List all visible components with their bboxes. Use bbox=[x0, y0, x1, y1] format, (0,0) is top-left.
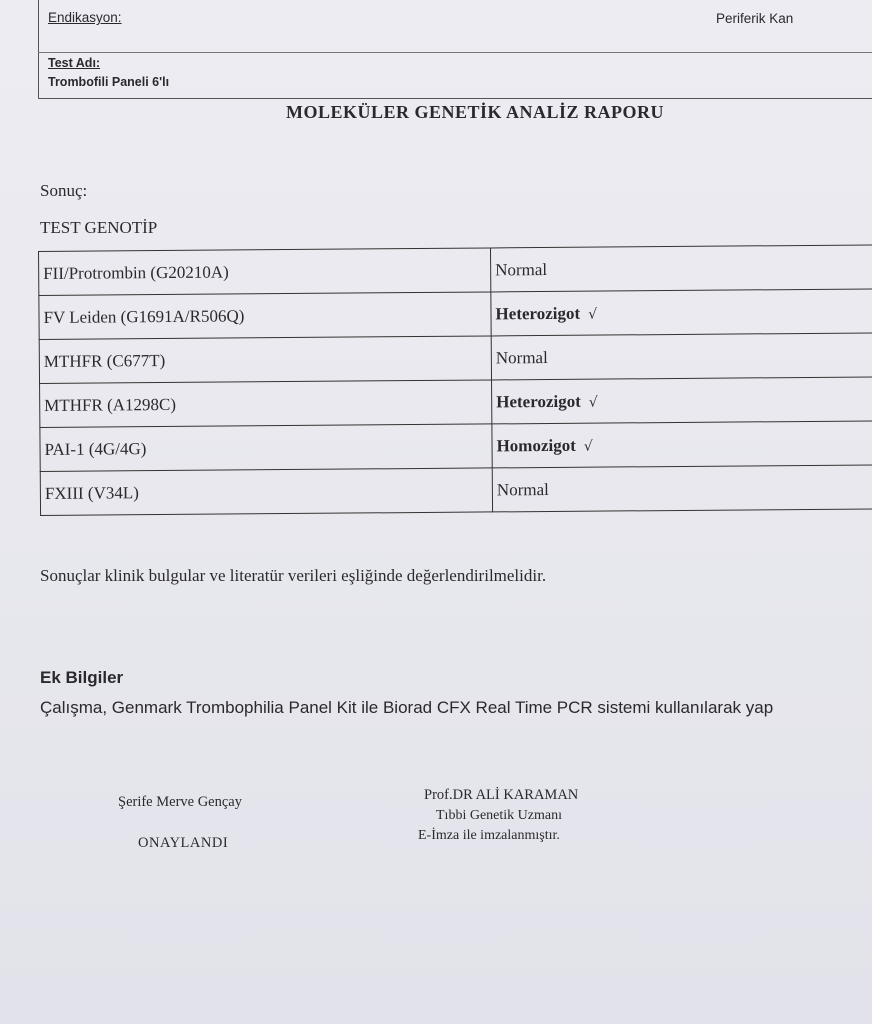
table-row bbox=[39, 245, 872, 296]
results-note: Sonuçlar klinik bulgular ve literatür verileri eşliğinde değerlendirilmelidir. bbox=[40, 566, 547, 585]
table-header: TEST GENOTİP bbox=[40, 218, 158, 237]
test-adi-label: Test Adı: bbox=[48, 56, 101, 70]
genotype-table bbox=[38, 244, 872, 516]
table-row bbox=[39, 289, 872, 340]
table-row bbox=[40, 377, 872, 428]
test-name-cell: MTHFR (A1298C) bbox=[40, 380, 492, 428]
genotype-cell bbox=[491, 289, 872, 336]
test-name-cell: FV Leiden (G1691A/R506Q) bbox=[39, 292, 491, 340]
genotype-value: Homozigot bbox=[496, 435, 576, 455]
right-signer-name: Prof.DR ALİ KARAMAN bbox=[424, 787, 579, 803]
ek-bilgiler-label: Ek Bilgiler bbox=[40, 668, 124, 687]
left-signer-name: Şerife Merve Gençay bbox=[118, 794, 242, 810]
table-row bbox=[40, 421, 872, 472]
check-mark-icon: √ bbox=[588, 306, 598, 323]
ek-bilgiler-text: Çalışma, Genmark Trombophilia Panel Kit ile Biorad CFX Real Time PCR sistemi kullanılarak yap bbox=[40, 698, 774, 717]
sample-type-value: Periferik Kan bbox=[716, 11, 794, 26]
check-mark-icon: √ bbox=[588, 394, 598, 411]
genotype-cell bbox=[491, 333, 872, 380]
check-mark-icon: √ bbox=[583, 438, 593, 455]
table-row bbox=[39, 333, 872, 384]
table-row bbox=[40, 465, 872, 516]
genotype-value: Heterozigot bbox=[495, 303, 581, 323]
genotype-value: Heterozigot bbox=[496, 391, 581, 411]
genotype-cell bbox=[490, 245, 872, 292]
genotype-value: Normal bbox=[495, 259, 548, 279]
genotype-cell bbox=[492, 421, 872, 468]
right-signer-title: Tıbbi Genetik Uzmanı bbox=[436, 808, 562, 823]
test-name-cell: FII/Protrombin (G20210A) bbox=[39, 248, 491, 296]
sonuc-label: Sonuç: bbox=[40, 181, 88, 200]
genotype-value: Normal bbox=[495, 347, 548, 367]
genotype-value: Normal bbox=[496, 479, 549, 499]
e-signature-note: E-İmza ile imzalanmıştır. bbox=[418, 828, 560, 843]
endikasyon-label: Endikasyon: bbox=[48, 10, 122, 25]
header-divider bbox=[38, 52, 872, 53]
test-name-cell: PAI-1 (4G/4G) bbox=[40, 424, 492, 472]
report-title: MOLEKÜLER GENETİK ANALİZ RAPORU bbox=[286, 102, 665, 122]
test-name-cell: MTHFR (C677T) bbox=[39, 336, 491, 384]
genotype-cell bbox=[492, 377, 872, 424]
test-adi-value: Trombofili Paneli 6'lı bbox=[48, 75, 170, 89]
genotype-cell bbox=[492, 465, 872, 512]
test-name-cell: FXIII (V34L) bbox=[40, 468, 492, 516]
approval-status: ONAYLANDI bbox=[138, 835, 229, 851]
